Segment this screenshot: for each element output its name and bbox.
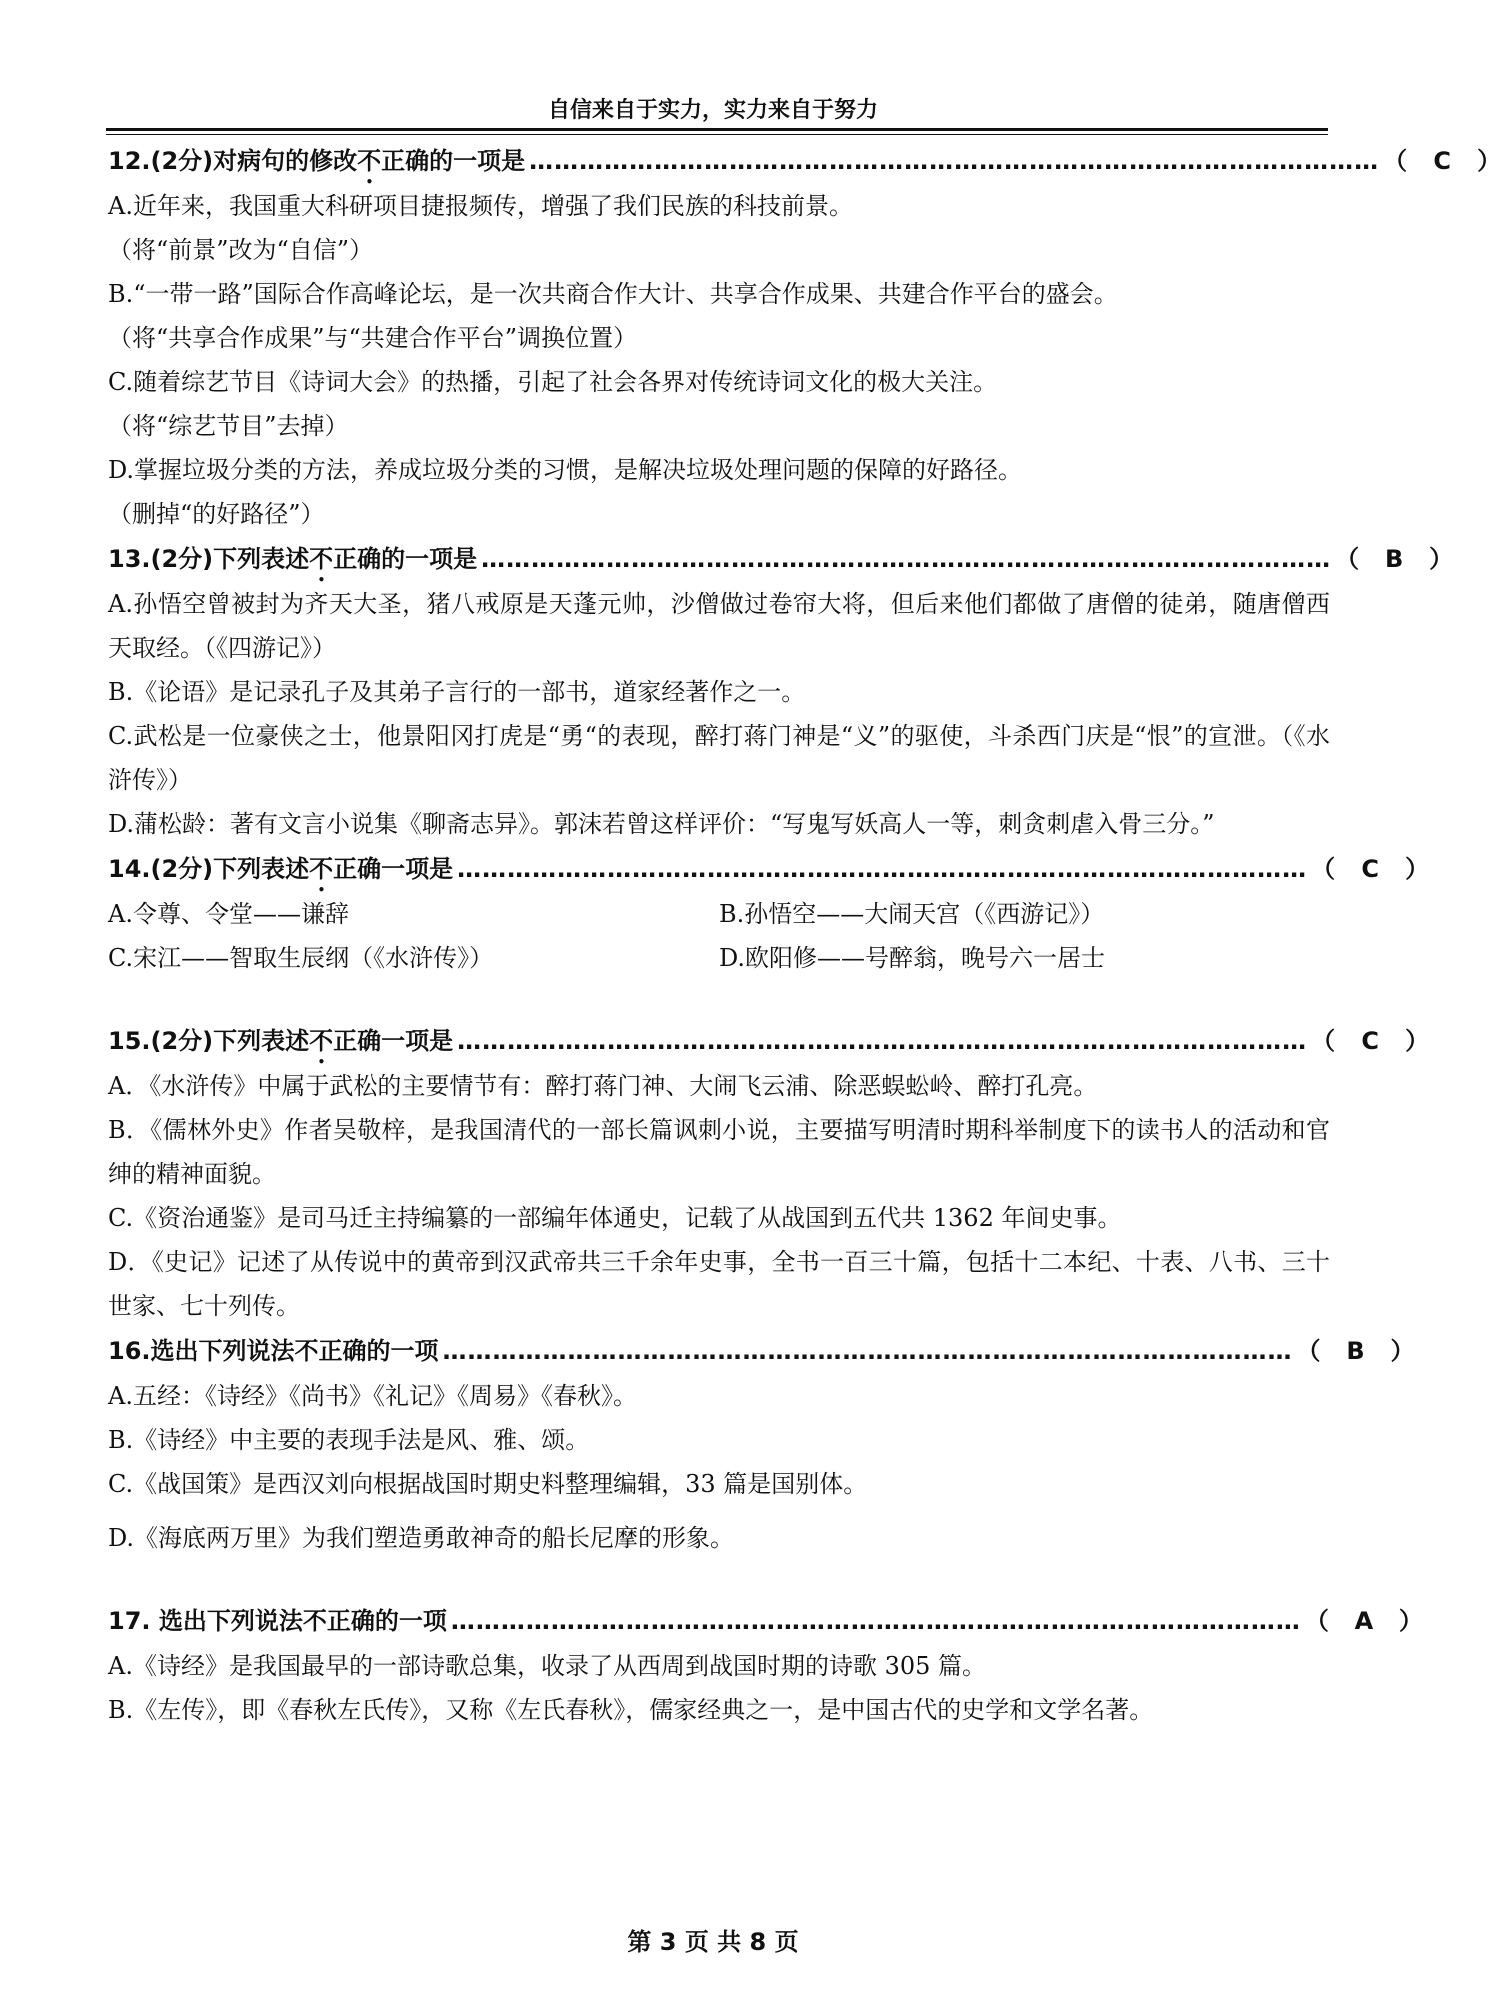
q14-answer-bracket: （ C ） (1311, 846, 1429, 892)
q16-answer: B (1346, 1337, 1365, 1365)
question-14-stem (108, 846, 1430, 892)
q12-pre: 12.(2分)对病句的修改 (108, 147, 358, 175)
q13-post: 正确的一项是 (333, 545, 478, 573)
q16-pre: 16.选出下列说法不正确的一项 (108, 1337, 439, 1365)
q13-option-b: B.《论语》是记录孔子及其弟子言行的一部书，道家经著作之一。 (108, 678, 806, 706)
question-17-stem (108, 1598, 1423, 1644)
q15-option-c: C.《资治通鉴》是司马迁主持编纂的一部编年体通史，记载了从战国到五代共 1362 年间史事。 (108, 1204, 1122, 1232)
header-motto: 自信来自于实力，实力来自于努力 (547, 98, 878, 123)
q15-answer: C (1361, 1027, 1379, 1055)
q14-post: 正确一项是 (333, 855, 454, 883)
q14-leader-dots: ………………………………………………………………………………………… (457, 855, 1308, 883)
q12-answer-bracket: （ C ） (1383, 138, 1501, 184)
q14-pre: 14.(2分)下列表述 (108, 855, 310, 883)
q14-option-a: A.令尊、令堂——谦辞 (108, 900, 349, 928)
q17-answer-bracket: （ A ） (1305, 1598, 1423, 1644)
q14-option-c: C.宋江——智取生辰纲（《水浒传》） (108, 944, 494, 972)
q15-post: 正确一项是 (333, 1027, 454, 1055)
question-12-stem (108, 138, 1501, 184)
q12-emphasis: 不 (357, 147, 382, 175)
q13-pre: 13.(2分)下列表述 (108, 545, 310, 573)
q15-pre: 15.(2分)下列表述 (108, 1027, 310, 1055)
q16-option-d: D.《海底两万里》为我们塑造勇敢神奇的船长尼摩的形象。 (108, 1524, 735, 1552)
q16-option-b: B.《诗经》中主要的表现手法是风、雅、颂。 (108, 1426, 590, 1454)
q17-answer: A (1354, 1607, 1374, 1635)
q15-option-d: D．《史记》记述了从传说中的黄帝到汉武帝共三千余年史事，全书一百三十篇，包括十二本纪、十表、八书、三十世家、七十列传。 (108, 1248, 1330, 1320)
q14-emphasis: 不 (309, 855, 334, 883)
q15-answer-bracket: （ C ） (1311, 1018, 1429, 1064)
q17-leader-dots: ………………………………………………………………………………………… (450, 1607, 1301, 1635)
q13-answer-bracket: （ B ） (1335, 536, 1453, 582)
q12-option-d: D.掌握垃圾分类的方法，养成垃圾分类的习惯，是解决垃圾处理问题的保障的好路径。 (108, 456, 1023, 484)
q13-option-d: D.蒲松龄：著有文言小说集《聊斋志异》。郭沫若曾这样评价：“写鬼写妖高人一等，刺贪刺虐入骨三分。” (108, 810, 1215, 838)
q15-option-b: B．《儒林外史》作者吴敬梓，是我国清代的一部长篇讽刺小说，主要描写明清时期科举制度下的读书人的活动和官绅的精神面貌。 (108, 1116, 1330, 1188)
q17-option-b: B.《左传》，即《春秋左氏传》，又称《左氏春秋》，儒家经典之一，是中国古代的史学和文学名著。 (108, 1696, 1154, 1724)
q17-pre: 17. 选出下列说法不正确的一项 (108, 1607, 447, 1635)
q12-note-c: （将“综艺节目”去掉） (108, 412, 349, 440)
q14-option-d: D.欧阳修——号醉翁，晚号六一居士 (719, 944, 1106, 972)
q12-note-d: （删掉“的好路径”） (108, 500, 325, 528)
q14-options-row-1 (108, 892, 1330, 936)
q12-option-b: B.“一带一路”国际合作高峰论坛，是一次共商合作大计、共享合作成果、共建合作平台的盛会。 (108, 280, 1118, 308)
q13-option-c: C.武松是一位豪侠之士，他景阳冈打虎是“勇“的表现，醉打蒋门神是“义”的驱使，斗杀西门庆是“恨”的宣泄。（《水浒传》） (108, 722, 1330, 794)
q13-emphasis: 不 (309, 545, 334, 573)
q13-answer: B (1385, 545, 1404, 573)
q13-option-a: A.孙悟空曾被封为齐天大圣，猪八戒原是天蓬元帅，沙僧做过卷帘大将，但后来他们都做了唐僧的徒弟，随唐僧西天取经。（《四游记》） (108, 590, 1330, 662)
questions-content (108, 138, 1501, 1732)
header-rule-thick (106, 128, 1328, 131)
q14-answer: C (1361, 855, 1379, 883)
q15-emphasis: 不 (309, 1027, 334, 1055)
q12-post: 正确的一项是 (381, 147, 526, 175)
q17-option-a: A.《诗经》是我国最早的一部诗歌总集，收录了从西周到战国时期的诗歌 305 篇。 (108, 1652, 987, 1680)
q14-options-row-2 (108, 936, 1330, 980)
q16-option-a: A.五经：《诗经》《尚书》《礼记》《周易》《春秋》。 (108, 1382, 637, 1410)
header-rule-thin (106, 134, 1328, 135)
q15-option-a: A．《水浒传》中属于武松的主要情节有：醉打蒋门神、大闹飞云浦、除恶蜈蚣岭、醉打孔亮。 (108, 1072, 1098, 1100)
question-15-stem (108, 1018, 1430, 1064)
q16-answer-bracket: （ B ） (1297, 1328, 1415, 1374)
q16-option-c: C.《战国策》是西汉刘向根据战国时期史料整理编辑，33 篇是国别体。 (108, 1470, 868, 1498)
question-16-stem (108, 1328, 1415, 1374)
q13-leader-dots: ………………………………………………………………………………………… (481, 545, 1332, 573)
q12-leader-dots: ………………………………………………………………………………………… (529, 147, 1380, 175)
q12-option-a: A.近年来，我国重大科研项目捷报频传，增强了我们民族的科技前景。 (108, 192, 853, 220)
question-13-stem (108, 536, 1454, 582)
q14-option-b: B.孙悟空——大闹天宫（《西游记》） (719, 900, 1105, 928)
page-number: 第 3 页 共 8 页 (627, 1928, 799, 1956)
q15-leader-dots: ………………………………………………………………………………………… (457, 1027, 1308, 1055)
q12-note-a: （将“前景”改为“自信”） (108, 236, 374, 264)
q12-answer: C (1433, 147, 1451, 175)
q12-option-c: C.随着综艺节目《诗词大会》的热播，引起了社会各界对传统诗词文化的极大关注。 (108, 368, 998, 396)
q16-leader-dots: ………………………………………………………………………………………… (442, 1337, 1293, 1365)
q12-note-b: （将“共享合作成果”与“共建合作平台”调换位置） (108, 324, 638, 352)
